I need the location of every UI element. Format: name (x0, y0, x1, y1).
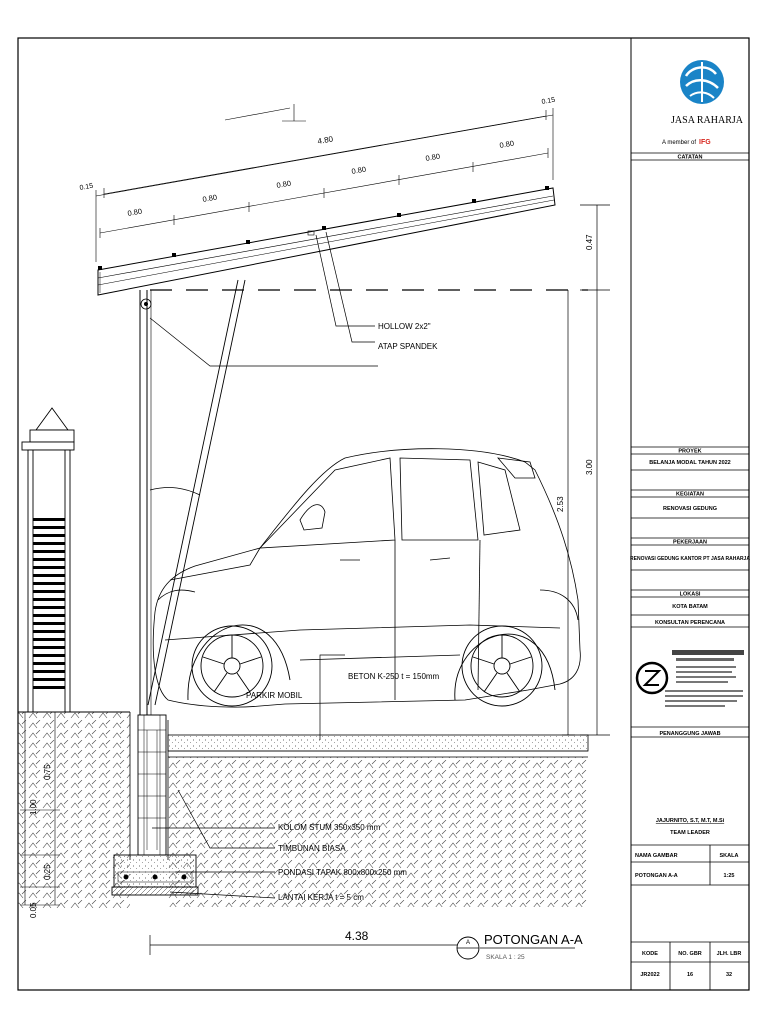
dim-roof-total: 4.80 (316, 134, 334, 146)
column-stub (138, 715, 166, 855)
member-brand: IFG (699, 139, 711, 146)
car-illustration (150, 449, 580, 707)
penanggung-role: TEAM LEADER (670, 830, 710, 836)
logo-text: JASA RAHARJA (671, 115, 743, 126)
member-prefix: A member of (661, 140, 696, 146)
pekerjaan-label: PEKERJAAN (673, 539, 707, 546)
lokasi-label: LOKASI (679, 591, 701, 598)
section-marker-letter: A (465, 940, 471, 946)
section-scale: SKALA 1 : 25 (486, 954, 525, 961)
catatan-label: CATATAN (677, 154, 703, 161)
roof-assembly (98, 186, 555, 295)
dim-depth-005: 0.05 (29, 902, 38, 918)
dim-roof-seg-3: 0.80 (275, 178, 292, 190)
diagonal-strut (148, 280, 245, 705)
penanggung-name: JAJURNITO, S.T, M.T, M.Si (655, 818, 725, 824)
dim-roof-seg-4: 0.80 (350, 164, 367, 176)
jml-lbr-value: 32 (725, 972, 733, 978)
skala-value: 1:25 (723, 873, 735, 879)
kode-label: KODE (642, 951, 658, 957)
konsultan-logo (637, 650, 744, 707)
dim-roof-seg-1: 0.80 (126, 206, 143, 218)
proyek-label: PROYEK (678, 448, 702, 455)
kegiatan-label: KEGIATAN (676, 491, 704, 498)
dim-roof-seg-6: 0.80 (498, 138, 515, 150)
ground-section (18, 712, 588, 908)
label-pondasi: PONDASI TAPAK 800x800x250 mm (278, 868, 407, 877)
label-parkir-mobil: PARKIR MOBIL (246, 691, 303, 700)
label-beton: BETON K-250 t = 150mm (348, 672, 440, 681)
jml-lbr-label: JLH. LBR (716, 951, 742, 957)
dim-depth-100: 1.00 (29, 799, 38, 815)
nama-gambar-label: NAMA GAMBAR (635, 853, 678, 859)
dim-bottom-total: 4.38 (345, 929, 369, 943)
dim-height-047: 0.47 (585, 234, 594, 250)
dim-roof-left-end: 0.15 (79, 182, 94, 192)
dim-depth-025: 0.25 (43, 864, 52, 880)
footing (112, 855, 198, 895)
label-atap-spandek: ATAP SPANDEK (378, 342, 438, 351)
dim-depth-075: 0.75 (43, 764, 52, 780)
pekerjaan-value: RENOVASI GEDUNG KANTOR PT JASA RAHARJA (630, 556, 750, 562)
proyek-value: BELANJA MODAL TAHUN 2022 (649, 460, 731, 466)
kegiatan-value: RENOVASI GEDUNG (663, 506, 717, 512)
jasa-raharja-logo (680, 60, 724, 104)
dim-roof-seg-5: 0.80 (424, 151, 441, 163)
penanggung-label: PENANGGUNG JAWAB (659, 731, 721, 737)
konsultan-label: KONSULTAN PERENCANA (654, 620, 726, 626)
bottom-dimension (150, 935, 460, 955)
no-gbr-value: 16 (686, 972, 694, 978)
label-hollow: HOLLOW 2x2" (378, 322, 431, 331)
dim-height-253: 2.53 (556, 496, 565, 512)
nama-gambar-value: POTONGAN A-A (635, 873, 678, 879)
dim-roof-right-end: 0.15 (541, 96, 556, 106)
dim-height-300: 3.00 (585, 459, 594, 475)
kode-value: JR2022 (640, 972, 660, 978)
title-block-grid (631, 153, 749, 990)
dim-roof-seg-2: 0.80 (201, 192, 218, 204)
lokasi-value: KOTA BATAM (672, 604, 708, 610)
skala-label: SKALA (719, 853, 739, 859)
label-kolom-stum: KOLOM STUM 350x350 mm (278, 823, 381, 832)
label-timbunan: TIMBUNAN BIASA (278, 844, 346, 853)
section-title: POTONGAN A-A (484, 932, 583, 947)
no-gbr-label: NO. GBR (678, 951, 702, 957)
label-lantai-kerja: LANTAI KERJA t = 5 cm (278, 893, 364, 902)
steel-column (140, 290, 151, 715)
